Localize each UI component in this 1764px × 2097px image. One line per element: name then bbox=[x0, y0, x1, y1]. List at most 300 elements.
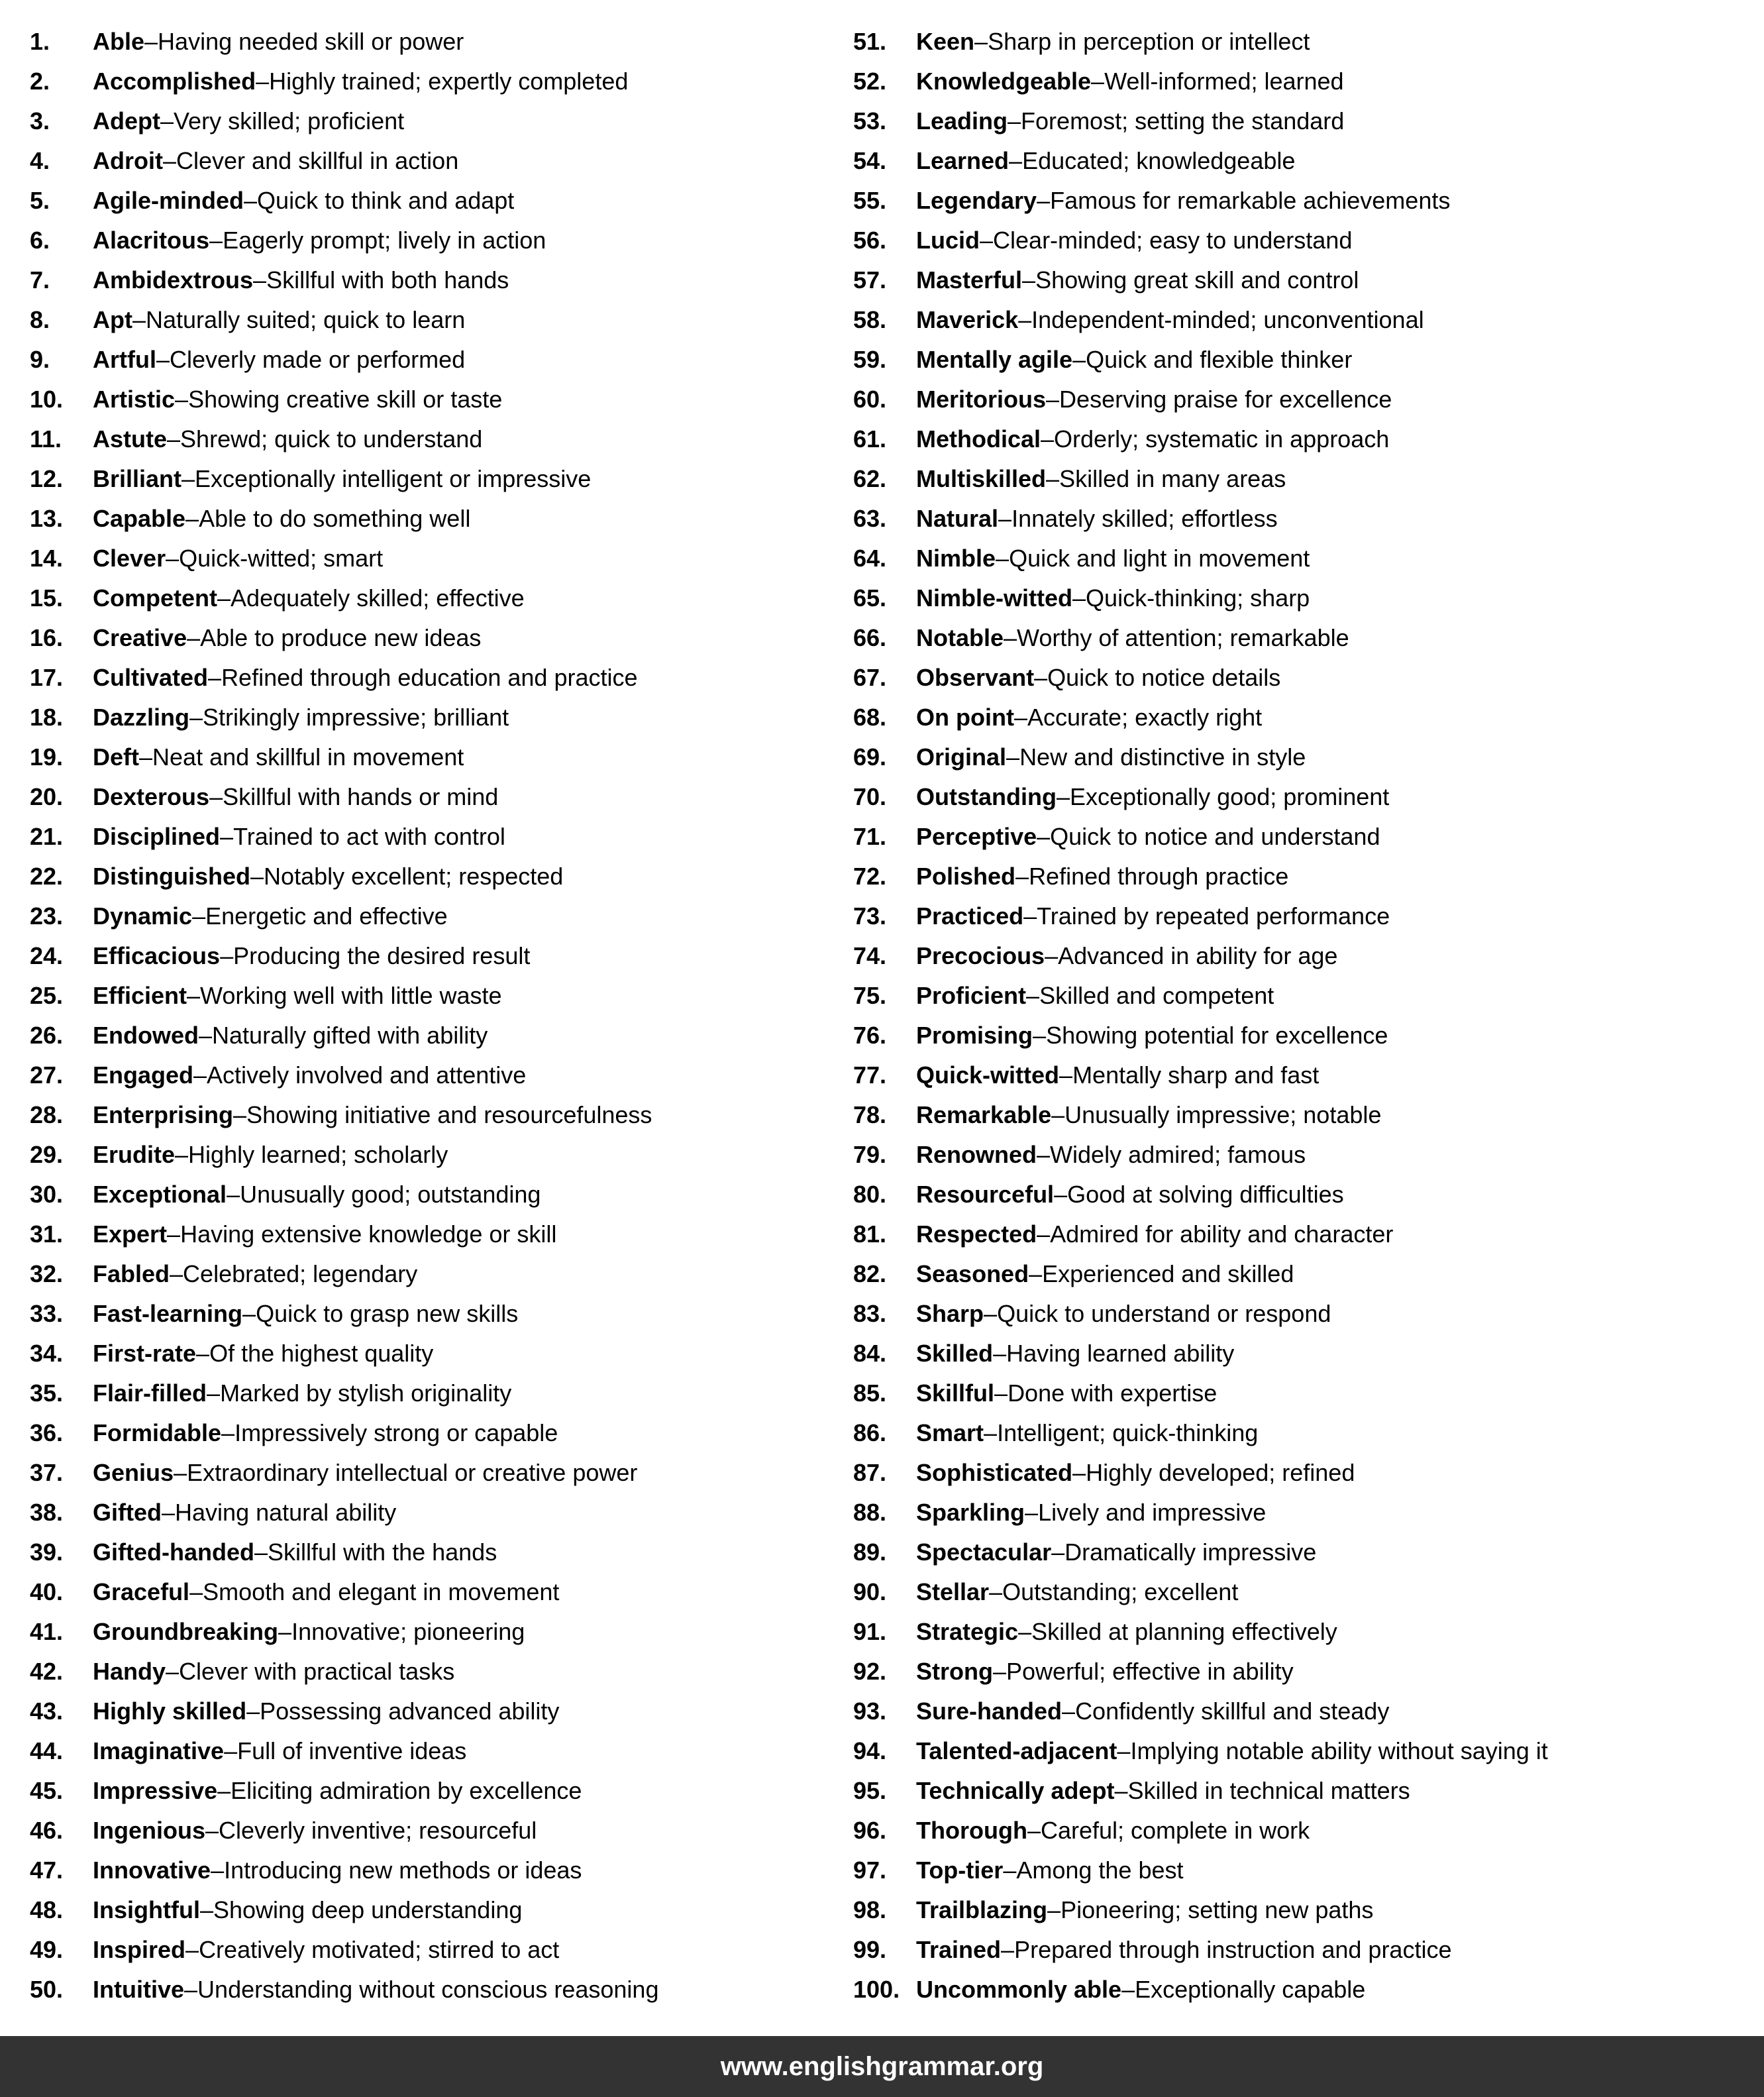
item-number: 18. bbox=[30, 704, 64, 731]
item-definition: Foremost; setting the standard bbox=[1021, 107, 1345, 134]
list-item bbox=[30, 1214, 853, 1254]
item-separator: – bbox=[984, 1419, 998, 1446]
list-item bbox=[853, 1016, 1764, 1055]
item-word: Knowledgeable bbox=[916, 68, 1092, 95]
list-item bbox=[853, 1930, 1764, 1970]
item-definition: Able to produce new ideas bbox=[200, 624, 482, 651]
item-definition: Highly developed; refined bbox=[1086, 1459, 1355, 1486]
item-separator: – bbox=[220, 823, 234, 850]
item-definition: Cleverly made or performed bbox=[170, 346, 466, 373]
item-separator: – bbox=[1056, 783, 1070, 810]
list-item bbox=[30, 1851, 853, 1890]
list-item bbox=[30, 419, 853, 459]
item-definition: Showing creative skill or taste bbox=[188, 386, 503, 413]
item-number: 15. bbox=[30, 584, 64, 612]
list-item bbox=[853, 1175, 1764, 1214]
item-number: 25. bbox=[30, 982, 64, 1009]
item-number: 81. bbox=[853, 1220, 887, 1248]
item-separator: – bbox=[1037, 823, 1051, 850]
item-separator: – bbox=[189, 1578, 203, 1605]
list-item bbox=[853, 181, 1764, 221]
item-word: Leading bbox=[916, 107, 1008, 134]
item-word: Groundbreaking bbox=[93, 1618, 279, 1645]
item-number: 87. bbox=[853, 1459, 887, 1486]
item-definition: Among the best bbox=[1016, 1856, 1184, 1884]
item-separator: – bbox=[139, 743, 153, 771]
item-number: 85. bbox=[853, 1379, 887, 1407]
list-item bbox=[30, 221, 853, 260]
list-item bbox=[30, 181, 853, 221]
item-number: 75. bbox=[853, 982, 887, 1009]
item-word: Disciplined bbox=[93, 823, 221, 850]
item-separator: – bbox=[250, 863, 264, 890]
item-separator: – bbox=[1072, 584, 1086, 612]
item-definition: Clever with practical tasks bbox=[179, 1658, 455, 1685]
item-word: Technically adept bbox=[916, 1777, 1115, 1804]
item-word: Enterprising bbox=[93, 1101, 234, 1128]
list-item bbox=[853, 1254, 1764, 1294]
item-word: Sophisticated bbox=[916, 1459, 1073, 1486]
item-word: Adept bbox=[93, 107, 160, 134]
item-word: Natural bbox=[916, 505, 999, 532]
item-definition: Educated; knowledgeable bbox=[1022, 147, 1296, 174]
item-separator: – bbox=[1046, 465, 1060, 492]
list-item bbox=[853, 1294, 1764, 1334]
item-word: Ambidextrous bbox=[93, 266, 254, 294]
item-separator: – bbox=[1059, 1061, 1073, 1089]
item-number: 33. bbox=[30, 1300, 64, 1327]
item-number: 34. bbox=[30, 1340, 64, 1367]
item-number: 79. bbox=[853, 1141, 887, 1168]
item-separator: – bbox=[246, 1697, 260, 1725]
footer-bar bbox=[0, 2036, 1764, 2097]
item-definition: Famous for remarkable achievements bbox=[1050, 187, 1451, 214]
item-word: Capable bbox=[93, 505, 186, 532]
item-number: 61. bbox=[853, 425, 887, 453]
item-word: Astute bbox=[93, 425, 168, 453]
item-number: 94. bbox=[853, 1737, 887, 1764]
item-separator: – bbox=[1023, 902, 1037, 930]
item-definition: Cleverly inventive; resourceful bbox=[219, 1817, 537, 1844]
item-number: 52. bbox=[853, 68, 887, 95]
item-number: 8. bbox=[30, 306, 50, 333]
item-word: Dexterous bbox=[93, 783, 210, 810]
item-definition: Possessing advanced ability bbox=[260, 1697, 560, 1725]
item-word: Efficacious bbox=[93, 942, 221, 969]
item-number: 26. bbox=[30, 1022, 64, 1049]
item-definition: Exceptionally good; prominent bbox=[1070, 783, 1390, 810]
item-separator: – bbox=[162, 147, 177, 174]
item-definition: Quick to understand or respond bbox=[997, 1300, 1331, 1327]
item-word: Learned bbox=[916, 147, 1010, 174]
item-number: 27. bbox=[30, 1061, 64, 1089]
item-definition: Mentally sharp and fast bbox=[1072, 1061, 1320, 1089]
list-item bbox=[30, 936, 853, 976]
item-word: Meritorious bbox=[916, 386, 1047, 413]
item-definition: Of the highest quality bbox=[209, 1340, 434, 1367]
item-word: Dynamic bbox=[93, 902, 193, 930]
list-item bbox=[853, 1214, 1764, 1254]
item-definition: Energetic and effective bbox=[205, 902, 448, 930]
item-definition: Prepared through instruction and practice bbox=[1014, 1936, 1452, 1963]
item-definition: Intelligent; quick-thinking bbox=[997, 1419, 1259, 1446]
item-definition: Actively involved and attentive bbox=[207, 1061, 527, 1089]
item-definition: Trained by repeated performance bbox=[1037, 902, 1390, 930]
item-definition: Pioneering; setting new paths bbox=[1061, 1896, 1374, 1923]
list-item bbox=[30, 141, 853, 181]
item-word: Promising bbox=[916, 1022, 1033, 1049]
item-separator: – bbox=[980, 227, 994, 254]
item-separator: – bbox=[199, 1896, 213, 1923]
item-separator: – bbox=[224, 1737, 238, 1764]
item-separator: – bbox=[233, 1101, 247, 1128]
word-list-column-right bbox=[853, 22, 1764, 2010]
item-definition: Exceptionally capable bbox=[1135, 1976, 1366, 2003]
item-number: 58. bbox=[853, 306, 887, 333]
item-number: 51. bbox=[853, 28, 887, 55]
item-separator: – bbox=[1027, 1817, 1041, 1844]
item-definition: Lively and impressive bbox=[1038, 1499, 1267, 1526]
item-number: 66. bbox=[853, 624, 887, 651]
item-word: Sure-handed bbox=[916, 1697, 1063, 1725]
item-number: 47. bbox=[30, 1856, 64, 1884]
item-definition: Unusually impressive; notable bbox=[1064, 1101, 1382, 1128]
item-definition: Highly learned; scholarly bbox=[188, 1141, 448, 1168]
list-item bbox=[853, 499, 1764, 539]
item-word: Strong bbox=[916, 1658, 993, 1685]
item-word: Talented-adjacent bbox=[916, 1737, 1117, 1764]
item-number: 100. bbox=[853, 1976, 900, 2003]
item-definition: Clever and skillful in action bbox=[176, 147, 459, 174]
item-definition: Highly trained; expertly completed bbox=[269, 68, 629, 95]
item-number: 28. bbox=[30, 1101, 64, 1128]
item-number: 11. bbox=[30, 425, 62, 453]
item-definition: Outstanding; excellent bbox=[1002, 1578, 1239, 1605]
item-separator: – bbox=[167, 1220, 181, 1248]
item-word: Observant bbox=[916, 664, 1035, 691]
item-number: 60. bbox=[853, 386, 887, 413]
item-word: Fabled bbox=[93, 1260, 170, 1287]
item-word: Cultivated bbox=[93, 664, 209, 691]
item-number: 20. bbox=[30, 783, 64, 810]
list-item bbox=[30, 1811, 853, 1851]
item-number: 97. bbox=[853, 1856, 887, 1884]
item-separator: – bbox=[1054, 1181, 1068, 1208]
item-separator: – bbox=[207, 1379, 221, 1407]
item-word: Flair-filled bbox=[93, 1379, 207, 1407]
item-definition: Quick to notice details bbox=[1047, 664, 1281, 691]
item-separator: – bbox=[989, 1578, 1003, 1605]
item-word: Keen bbox=[916, 28, 975, 55]
list-item bbox=[853, 1692, 1764, 1731]
item-number: 86. bbox=[853, 1419, 887, 1446]
item-word: Uncommonly able bbox=[916, 1976, 1122, 2003]
item-word: Legendary bbox=[916, 187, 1037, 214]
list-item bbox=[853, 1771, 1764, 1811]
item-word: Handy bbox=[93, 1658, 166, 1685]
item-definition: Done with expertise bbox=[1008, 1379, 1218, 1407]
item-word: Expert bbox=[93, 1220, 168, 1248]
list-item bbox=[30, 857, 853, 896]
item-definition: Introducing new methods or ideas bbox=[224, 1856, 582, 1884]
list-item bbox=[853, 777, 1764, 817]
item-number: 35. bbox=[30, 1379, 64, 1407]
item-definition: Quick and flexible thinker bbox=[1086, 346, 1353, 373]
item-separator: – bbox=[242, 1300, 256, 1327]
list-item bbox=[853, 1811, 1764, 1851]
item-word: Perceptive bbox=[916, 823, 1037, 850]
item-number: 88. bbox=[853, 1499, 887, 1526]
item-number: 89. bbox=[853, 1538, 887, 1566]
item-definition: Neat and skillful in movement bbox=[152, 743, 464, 771]
item-separator: – bbox=[1072, 1459, 1086, 1486]
item-word: Erudite bbox=[93, 1141, 176, 1168]
item-word: Strategic bbox=[916, 1618, 1019, 1645]
item-number: 14. bbox=[30, 545, 64, 572]
item-definition: Understanding without conscious reasoning bbox=[197, 1976, 659, 2003]
list-item bbox=[853, 141, 1764, 181]
item-separator: – bbox=[992, 1658, 1007, 1685]
item-number: 71. bbox=[853, 823, 887, 850]
item-separator: – bbox=[1034, 664, 1048, 691]
footer-url[interactable]: www.englishgrammar.org bbox=[720, 2051, 1044, 2081]
item-definition: Adequately skilled; effective bbox=[231, 584, 525, 612]
item-separator: – bbox=[1025, 1499, 1039, 1526]
list-item bbox=[853, 221, 1764, 260]
item-separator: – bbox=[996, 545, 1010, 572]
item-number: 41. bbox=[30, 1618, 64, 1645]
item-separator: – bbox=[1114, 1777, 1128, 1804]
item-definition: Skilled at planning effectively bbox=[1031, 1618, 1337, 1645]
item-word: Skilled bbox=[916, 1340, 994, 1367]
item-number: 64. bbox=[853, 545, 887, 572]
item-definition: Naturally gifted with ability bbox=[212, 1022, 488, 1049]
item-definition: Innately skilled; effortless bbox=[1012, 505, 1278, 532]
list-item bbox=[853, 1652, 1764, 1692]
item-definition: Sharp in perception or intellect bbox=[988, 28, 1310, 55]
item-word: Respected bbox=[916, 1220, 1037, 1248]
list-item bbox=[853, 1055, 1764, 1095]
item-word: Precocious bbox=[916, 942, 1045, 969]
item-number: 21. bbox=[30, 823, 64, 850]
item-word: Apt bbox=[93, 306, 132, 333]
item-separator: – bbox=[144, 28, 158, 55]
item-word: Trained bbox=[916, 1936, 1002, 1963]
item-number: 4. bbox=[30, 147, 50, 174]
item-word: Maverick bbox=[916, 306, 1019, 333]
item-definition: Having needed skill or power bbox=[158, 28, 464, 55]
item-definition: Able to do something well bbox=[199, 505, 471, 532]
item-word: Lucid bbox=[916, 227, 980, 254]
list-item bbox=[30, 1294, 853, 1334]
list-item bbox=[30, 300, 853, 340]
list-item bbox=[853, 1970, 1764, 2010]
list-item bbox=[30, 1532, 853, 1572]
item-number: 68. bbox=[853, 704, 887, 731]
list-item bbox=[30, 22, 853, 62]
item-word: Renowned bbox=[916, 1141, 1037, 1168]
item-separator: – bbox=[994, 1379, 1008, 1407]
item-separator: – bbox=[209, 227, 223, 254]
item-number: 43. bbox=[30, 1697, 64, 1725]
list-item bbox=[30, 1652, 853, 1692]
list-item bbox=[30, 62, 853, 101]
item-definition: Having natural ability bbox=[175, 1499, 397, 1526]
list-item bbox=[853, 62, 1764, 101]
item-separator: – bbox=[211, 1856, 225, 1884]
item-separator: – bbox=[1003, 1856, 1017, 1884]
item-word: Creative bbox=[93, 624, 187, 651]
list-item bbox=[853, 698, 1764, 737]
item-definition: Careful; complete in work bbox=[1040, 1817, 1310, 1844]
item-word: Fast-learning bbox=[93, 1300, 243, 1327]
item-word: First-rate bbox=[93, 1340, 197, 1367]
list-item bbox=[853, 1453, 1764, 1493]
item-word: Spectacular bbox=[916, 1538, 1052, 1566]
item-word: Accomplished bbox=[93, 68, 256, 95]
item-separator: – bbox=[998, 505, 1012, 532]
list-item bbox=[30, 1055, 853, 1095]
list-item bbox=[30, 1334, 853, 1373]
item-definition: Skillful with both hands bbox=[266, 266, 509, 294]
item-separator: – bbox=[1029, 1260, 1043, 1287]
item-separator: – bbox=[1072, 346, 1086, 373]
list-item bbox=[853, 817, 1764, 857]
list-item bbox=[853, 1572, 1764, 1612]
item-word: Highly skilled bbox=[93, 1697, 247, 1725]
list-item bbox=[30, 1373, 853, 1413]
list-item bbox=[30, 260, 853, 300]
item-definition: Dramatically impressive bbox=[1064, 1538, 1317, 1566]
list-item bbox=[853, 1731, 1764, 1771]
item-number: 67. bbox=[853, 664, 887, 691]
item-separator: – bbox=[993, 1340, 1007, 1367]
list-item bbox=[30, 380, 853, 419]
item-separator: – bbox=[205, 1817, 219, 1844]
item-word: Innovative bbox=[93, 1856, 211, 1884]
list-item bbox=[30, 1930, 853, 1970]
item-number: 13. bbox=[30, 505, 64, 532]
list-item bbox=[30, 1453, 853, 1493]
item-separator: – bbox=[1091, 68, 1105, 95]
item-definition: Refined through education and practice bbox=[221, 664, 638, 691]
item-word: Skillful bbox=[916, 1379, 995, 1407]
item-word: Agile-minded bbox=[93, 187, 244, 214]
item-number: 1. bbox=[30, 28, 50, 55]
item-word: Gifted bbox=[93, 1499, 162, 1526]
item-number: 30. bbox=[30, 1181, 64, 1208]
list-item bbox=[30, 1572, 853, 1612]
item-definition: Eagerly prompt; lively in action bbox=[223, 227, 546, 254]
item-number: 65. bbox=[853, 584, 887, 612]
word-list-column-left bbox=[0, 22, 853, 2010]
item-word: Notable bbox=[916, 624, 1004, 651]
item-number: 56. bbox=[853, 227, 887, 254]
list-item bbox=[30, 1731, 853, 1771]
item-word: Engaged bbox=[93, 1061, 194, 1089]
item-number: 22. bbox=[30, 863, 64, 890]
list-item bbox=[30, 340, 853, 380]
item-separator: – bbox=[1008, 107, 1021, 134]
item-separator: – bbox=[189, 704, 203, 731]
item-word: Alacritous bbox=[93, 227, 210, 254]
item-number: 44. bbox=[30, 1737, 64, 1764]
item-separator: – bbox=[1062, 1697, 1076, 1725]
item-number: 57. bbox=[853, 266, 887, 294]
item-separator: – bbox=[185, 1936, 199, 1963]
item-separator: – bbox=[187, 624, 201, 651]
item-separator: – bbox=[1051, 1101, 1065, 1128]
item-word: Deft bbox=[93, 743, 139, 771]
item-word: Seasoned bbox=[916, 1260, 1029, 1287]
item-number: 70. bbox=[853, 783, 887, 810]
list-item bbox=[853, 936, 1764, 976]
item-separator: – bbox=[162, 1499, 176, 1526]
item-separator: – bbox=[1015, 863, 1029, 890]
item-number: 29. bbox=[30, 1141, 64, 1168]
list-item bbox=[30, 539, 853, 578]
item-number: 16. bbox=[30, 624, 64, 651]
item-number: 7. bbox=[30, 266, 50, 294]
item-word: Dazzling bbox=[93, 704, 190, 731]
item-word: Competent bbox=[93, 584, 217, 612]
list-item bbox=[853, 1373, 1764, 1413]
item-separator: – bbox=[278, 1618, 292, 1645]
item-separator: – bbox=[166, 1658, 180, 1685]
list-item bbox=[30, 578, 853, 618]
item-separator: – bbox=[217, 1777, 231, 1804]
item-word: Proficient bbox=[916, 982, 1027, 1009]
item-definition: Quick to think and adapt bbox=[257, 187, 515, 214]
item-number: 62. bbox=[853, 465, 887, 492]
item-separator: – bbox=[193, 1061, 207, 1089]
list-item bbox=[853, 260, 1764, 300]
list-item bbox=[853, 578, 1764, 618]
list-item bbox=[30, 101, 853, 141]
item-number: 19. bbox=[30, 743, 64, 771]
item-word: Intuitive bbox=[93, 1976, 185, 2003]
item-separator: – bbox=[196, 1340, 210, 1367]
item-separator: – bbox=[256, 68, 270, 95]
item-definition: Trained to act with control bbox=[233, 823, 505, 850]
item-definition: New and distinctive in style bbox=[1019, 743, 1306, 771]
item-number: 50. bbox=[30, 1976, 64, 2003]
item-number: 74. bbox=[853, 942, 887, 969]
item-number: 77. bbox=[853, 1061, 887, 1089]
list-item bbox=[30, 459, 853, 499]
list-item bbox=[30, 777, 853, 817]
list-item bbox=[853, 22, 1764, 62]
list-item bbox=[853, 1413, 1764, 1453]
item-separator: – bbox=[156, 346, 170, 373]
item-word: Imaginative bbox=[93, 1737, 225, 1764]
item-word: Clever bbox=[93, 545, 166, 572]
item-separator: – bbox=[1037, 187, 1051, 214]
item-word: Polished bbox=[916, 863, 1016, 890]
item-number: 76. bbox=[853, 1022, 887, 1049]
list-item bbox=[30, 1095, 853, 1135]
item-definition: Implying notable ability without saying it bbox=[1130, 1737, 1548, 1764]
item-definition: Naturally suited; quick to learn bbox=[146, 306, 466, 333]
item-definition: Very skilled; proficient bbox=[174, 107, 405, 134]
list-item bbox=[853, 896, 1764, 936]
item-number: 92. bbox=[853, 1658, 887, 1685]
list-item bbox=[853, 1334, 1764, 1373]
item-separator: – bbox=[1018, 306, 1032, 333]
item-separator: – bbox=[1026, 982, 1040, 1009]
item-separator: – bbox=[1041, 425, 1055, 453]
item-word: Nimble-witted bbox=[916, 584, 1073, 612]
